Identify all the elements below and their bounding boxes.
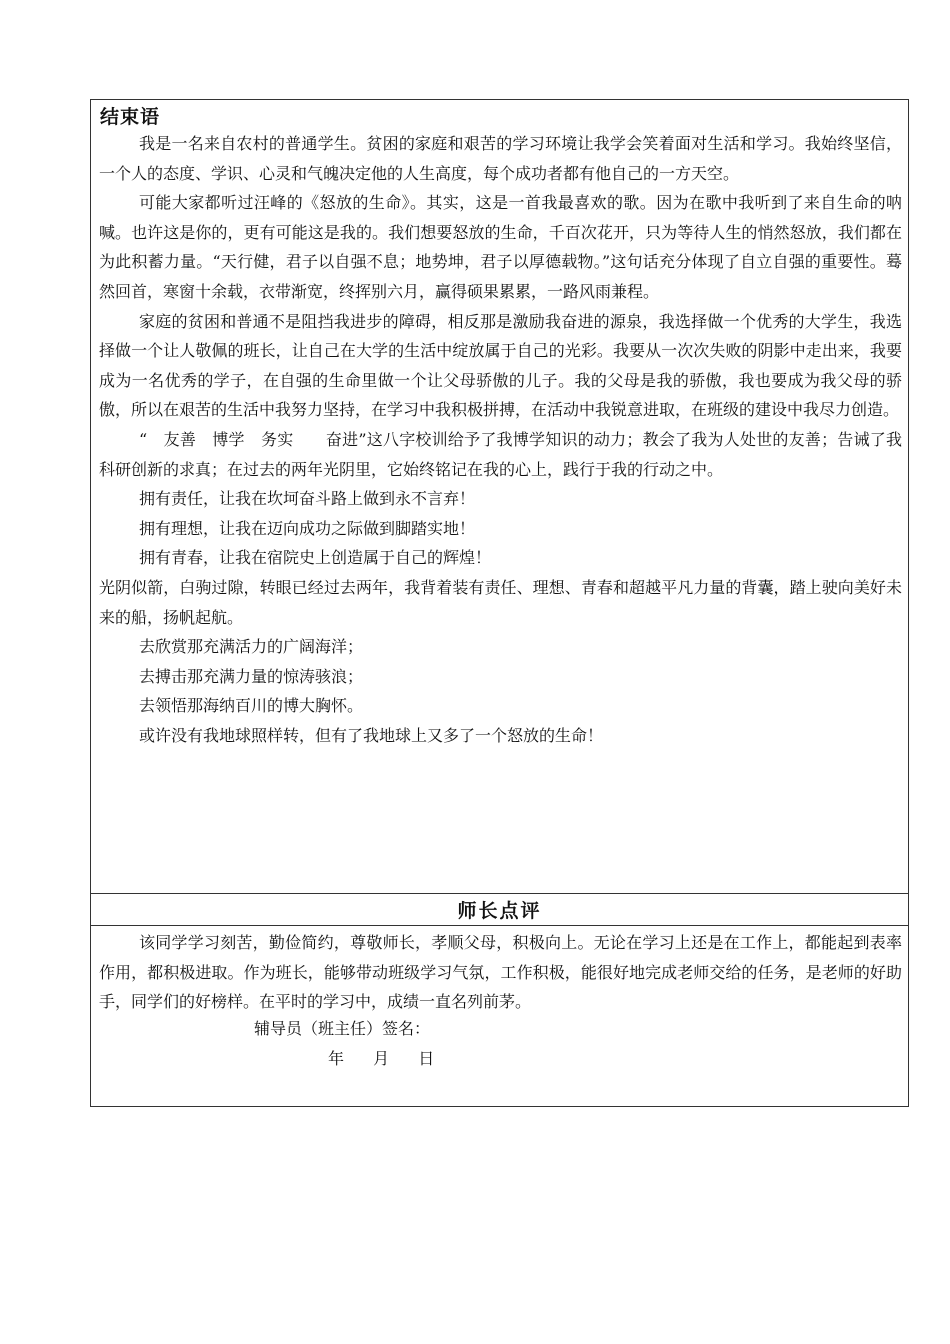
closing-paragraph: 拥有理想，让我在迈向成功之际做到脚踏实地！	[139, 518, 476, 538]
signature-date	[328, 1046, 458, 1069]
closing-paragraph: 光阴似箭，白驹过隙，转眼已经过去两年，我背着装有责任、理想、青春和超越平凡力量的背囊，踏上驶向美好未来的船，扬帆起航。	[99, 577, 902, 627]
date-day: 日	[418, 1049, 435, 1068]
closing-paragraph: 拥有责任，让我在坎坷奋斗路上做到永不言弃！	[139, 489, 476, 509]
review-body	[99, 928, 902, 1017]
date-year: 年	[328, 1049, 345, 1068]
date-month: 月	[373, 1049, 390, 1068]
closing-paragraph: 去欣赏那充满活力的广阔海洋；	[139, 637, 364, 657]
closing-paragraph: 家庭的贫困和普通不是阻挡我进步的障碍，相反那是激励我奋进的源泉，我选择做一个优秀的大学生，我选择做一个让人敬佩的班长，让自己在大学的生活中绽放属于自己的光彩。我要从一次次失败的阴影中走出来，我要成为一名优秀的学子，在自强的生命里做一个让父母骄傲的儿子。我的父母是我的骄傲，我也要成为我父母的骄傲，所以在艰苦的生活中我努力坚持，在学习中我积极拼搏，在活动中我锐意进取，在班级的建设中我尽力创造。	[99, 311, 902, 420]
closing-paragraph: 拥有青春，让我在宿院史上创造属于自己的辉煌！	[139, 548, 492, 568]
closing-title: 结束语	[100, 106, 161, 128]
review-title: 师长点评	[457, 900, 542, 922]
review-text: 该同学学习刻苦，勤俭简约，尊敬师长，孝顺父母，积极向上。无论在学习上还是在工作上，都能起到表率作用，都积极进取。作为班长，能够带动班级学习气氛，工作积极，能很好地完成老师交给的任务，是老师的好助手，同学们的好榜样。在平时的学习中，成绩一直名列前茅。	[99, 933, 902, 1012]
closing-paragraph: “ 友善 博学 务实 奋进”这八字校训给予了我博学知识的动力；教会了我为人处世的友善；告诫了我科研创新的求真；在过去的两年光阴里，它始终铭记在我的心上，践行于我的行动之中。	[99, 429, 902, 479]
document-table	[90, 99, 909, 1107]
review-title-row	[91, 893, 908, 926]
closing-body	[99, 129, 902, 750]
signature-label: 辅导员（班主任）签名：	[254, 1019, 431, 1038]
closing-paragraph: 去领悟那海纳百川的博大胸怀。	[139, 696, 364, 716]
closing-section	[91, 100, 908, 894]
closing-paragraph: 我是一名来自农村的普通学生。贫困的家庭和艰苦的学习环境让我学会笑着面对生活和学习。我始终坚信，一个人的态度、学识、心灵和气魄决定他的人生高度，每个成功者都有他自己的一方天空。	[99, 134, 902, 183]
closing-paragraph: 或许没有我地球照样转，但有了我地球上又多了一个怒放的生命！	[139, 725, 604, 745]
closing-paragraph: 去搏击那充满力量的惊涛骇浪；	[139, 666, 364, 686]
closing-paragraph: 可能大家都听过汪峰的《怒放的生命》。其实，这是一首我最喜欢的歌。因为在歌中我听到了来自生命的呐喊。也许这是你的，更有可能这是我的。我们想要怒放的生命，千百次花开，只为等待人生的悄然怒放，我们都在为此积蓄力量。“天行健，君子以自强不息；地势坤，君子以厚德载物。”这句话充分体现了自立自强的重要性。蓦然回首，寒窗十余载，衣带渐宽，终挥别六月，赢得硕果累累，一路风雨兼程。	[99, 193, 902, 301]
